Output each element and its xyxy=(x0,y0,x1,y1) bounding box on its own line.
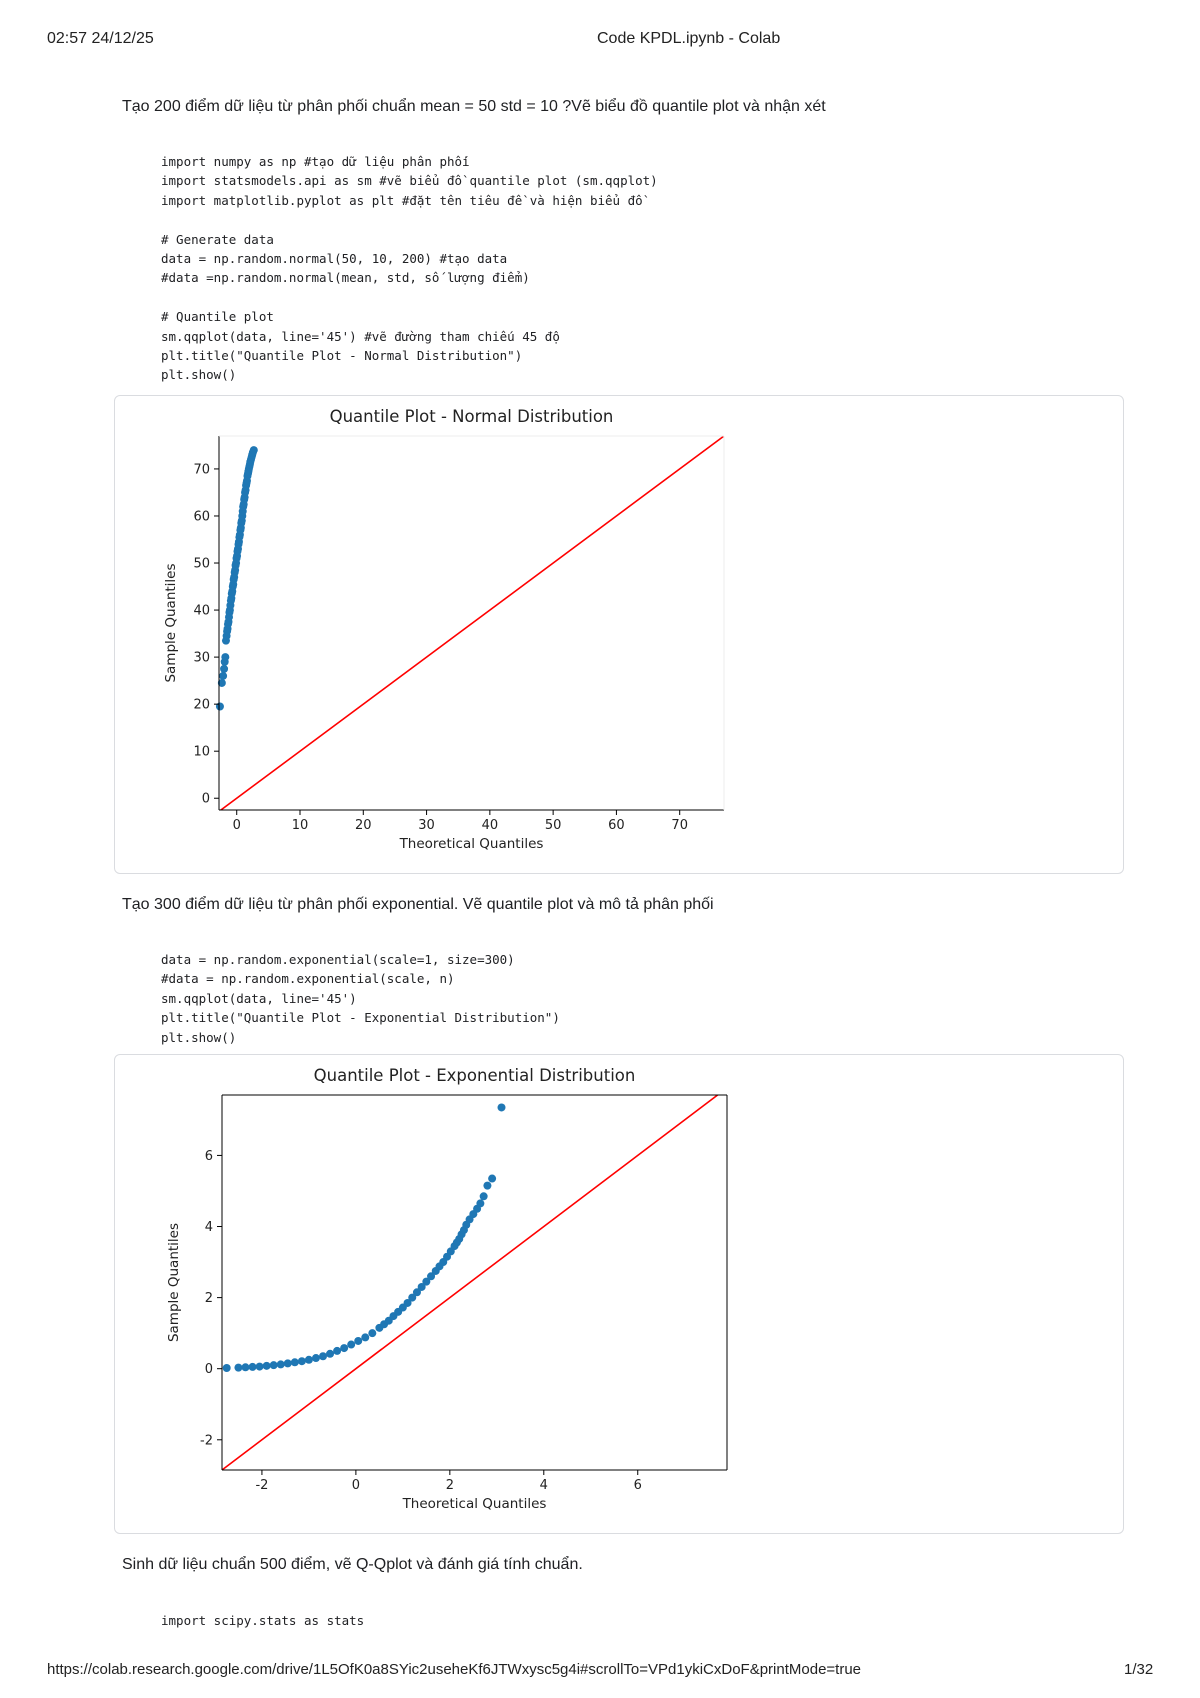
code-line: import scipy.stats as stats xyxy=(161,1613,365,1628)
data-point xyxy=(284,1359,292,1367)
y-tick-label: 4 xyxy=(204,1220,213,1236)
data-point xyxy=(221,653,229,661)
code-line: import matplotlib.pyplot as plt #đặt tên tiêu đề và hiện biểu đồ xyxy=(161,192,643,208)
code-line: sm.qqplot(data, line='45') #vẽ đường tham chiếu 45 độ xyxy=(161,328,560,344)
x-tick-label: -2 xyxy=(255,1478,269,1493)
y-tick-label: 20 xyxy=(193,697,210,713)
page-number: 1/32 xyxy=(1124,1661,1154,1678)
code-line: #data =np.random.normal(mean, std, số lượng điểm) xyxy=(161,270,530,286)
code-line: plt.title("Quantile Plot - Normal Distribution") xyxy=(161,348,523,364)
x-tick-label: 6 xyxy=(633,1478,642,1493)
markdown-cell-exponential: Tạo 300 điểm dữ liệu từ phân phối exponential. Vẽ quantile plot và mô tả phân phối xyxy=(122,896,714,913)
markdown-cell-qq-normal-500: Sinh dữ liệu chuẩn 500 điểm, vẽ Q-Qplot và đánh giá tính chuẩn. xyxy=(122,1556,583,1573)
code-cell-normal[interactable] xyxy=(161,152,658,385)
data-point xyxy=(250,446,258,454)
code-cell-exponential[interactable] xyxy=(161,950,560,1047)
code-line: # Generate data xyxy=(161,231,274,247)
x-tick-label: 0 xyxy=(351,1478,361,1493)
data-point xyxy=(305,1356,313,1364)
code-line: data = np.random.exponential(scale=1, size=300) xyxy=(161,952,515,967)
output-normal-qqplot xyxy=(114,395,1124,874)
x-tick-label: 30 xyxy=(418,818,435,833)
data-point xyxy=(220,665,228,673)
output-exponential-qqplot xyxy=(114,1054,1124,1534)
x-axis-label: Theoretical Quantiles xyxy=(402,1496,547,1512)
x-tick-label: 2 xyxy=(445,1478,454,1493)
x-tick-label: 60 xyxy=(608,818,625,833)
chart-exponential-qqplot xyxy=(115,1055,1123,1533)
data-point xyxy=(298,1357,306,1365)
y-tick-label: 6 xyxy=(204,1148,213,1164)
chart-title: Quantile Plot - Exponential Distribution xyxy=(313,1066,636,1085)
data-point xyxy=(256,1363,264,1371)
y-axis-label: Sample Quantiles xyxy=(166,1222,182,1343)
data-point xyxy=(249,1363,257,1371)
x-tick-label: 4 xyxy=(539,1478,548,1493)
print-timestamp: 02:57 24/12/25 xyxy=(47,30,154,47)
code-line: data = np.random.normal(50, 10, 200) #tạo data xyxy=(161,251,508,267)
y-tick-label: 40 xyxy=(193,603,210,619)
y-tick-label: 60 xyxy=(193,509,210,525)
page-url: https://colab.research.google.com/drive/1L5OfK0a8SYic2useheKf6JTWxysc5g4i#scrollTo=VPd1ykiCxDoF&printMode=true xyxy=(47,1661,862,1678)
code-cell-scipy-import[interactable] xyxy=(161,1611,364,1630)
data-point xyxy=(483,1182,491,1190)
data-point xyxy=(277,1360,285,1368)
y-tick-label: -2 xyxy=(200,1433,213,1449)
data-point xyxy=(263,1362,271,1370)
markdown-cell-normal: Tạo 200 điểm dữ liệu từ phân phối chuẩn mean = 50 std = 10 ?Vẽ biểu đồ quantile plot và nhận xét xyxy=(122,98,826,115)
notebook-title: Code KPDL.ipynb - Colab xyxy=(597,30,781,47)
data-point xyxy=(223,1364,231,1372)
x-tick-label: 0 xyxy=(232,818,241,833)
code-line: sm.qqplot(data, line='45') xyxy=(161,990,357,1006)
code-line: import statsmodels.api as sm #vẽ biểu đồ quantile plot (sm.qqplot) xyxy=(161,173,658,189)
y-tick-label: 2 xyxy=(204,1291,213,1307)
data-point xyxy=(354,1337,362,1345)
code-line: #data = np.random.exponential(scale, n) xyxy=(161,971,455,987)
y-tick-label: 30 xyxy=(193,650,210,666)
x-axis-label: Theoretical Quantiles xyxy=(399,836,544,852)
x-tick-label: 10 xyxy=(291,818,309,833)
data-point xyxy=(361,1333,369,1341)
data-point xyxy=(480,1192,488,1200)
data-point xyxy=(326,1350,334,1358)
data-point xyxy=(488,1175,496,1183)
chart-title: Quantile Plot - Normal Distribution xyxy=(329,407,614,426)
code-line: plt.title("Quantile Plot - Exponential Distribution") xyxy=(161,1010,560,1026)
y-tick-label: 50 xyxy=(193,556,210,572)
data-point xyxy=(340,1344,348,1352)
code-line: plt.show() xyxy=(161,1029,237,1045)
chart-normal-qqplot xyxy=(115,396,1123,873)
data-point xyxy=(333,1347,341,1355)
code-line: import numpy as np #tạo dữ liệu phân phối xyxy=(161,154,470,169)
x-tick-label: 40 xyxy=(481,818,499,833)
reference-line-45 xyxy=(222,1088,727,1470)
data-point xyxy=(291,1358,299,1366)
x-tick-label: 20 xyxy=(355,818,372,833)
data-point xyxy=(241,1363,249,1371)
data-point xyxy=(234,1364,242,1372)
y-tick-label: 0 xyxy=(204,1362,213,1378)
data-point xyxy=(498,1103,506,1111)
x-tick-label: 70 xyxy=(671,818,688,833)
y-tick-label: 0 xyxy=(201,791,210,807)
code-line: plt.show() xyxy=(161,367,237,383)
reference-line-45 xyxy=(219,436,724,811)
data-point xyxy=(476,1199,484,1207)
y-axis-label: Sample Quantiles xyxy=(163,563,179,683)
y-tick-label: 10 xyxy=(193,744,210,760)
x-tick-label: 50 xyxy=(544,818,562,833)
data-point xyxy=(368,1329,376,1337)
code-line: # Quantile plot xyxy=(161,309,274,325)
data-point xyxy=(347,1341,355,1349)
data-point xyxy=(219,672,227,680)
data-point xyxy=(319,1352,327,1360)
data-point xyxy=(312,1354,320,1362)
data-point xyxy=(270,1361,278,1369)
y-tick-label: 70 xyxy=(193,462,210,478)
